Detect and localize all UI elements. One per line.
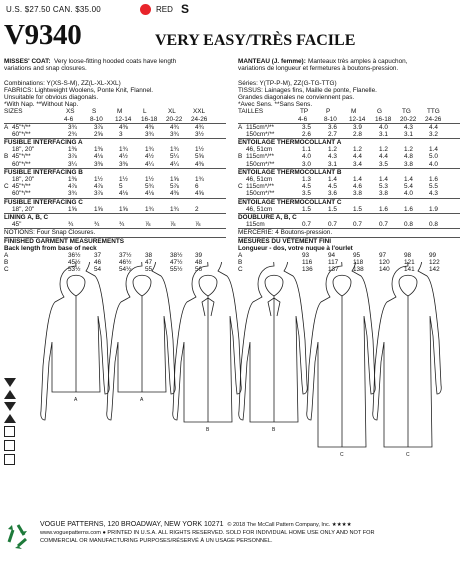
footer-usage: COMMERCIAL OR MANUFACTURING PURPOSES/RÉSERVÉ À UN USAGE PERSONNEL. — [40, 538, 273, 544]
measurement-value: 54½ — [119, 266, 132, 274]
back-length-heading: Back length from base of neck — [4, 244, 97, 252]
fabric-width: 115cm*/** — [246, 183, 274, 191]
measurement-value: 38 — [145, 251, 153, 259]
view-letter: C — [238, 183, 243, 191]
measurement-value: 38½ — [170, 251, 183, 259]
yardage-value: 3.9 — [353, 123, 362, 131]
yardage-value: 1¾ — [145, 146, 154, 154]
fabric-width: 45" — [12, 221, 22, 229]
yardage-value: 3⅜ — [119, 160, 128, 168]
sizes-label: TAILLES — [238, 108, 264, 116]
size-code: XXL — [193, 108, 206, 116]
yardage-value: 3.8 — [379, 190, 388, 198]
fabric-width: 18", 20" — [12, 176, 35, 183]
yardage-value: 4¾ — [170, 123, 179, 131]
footer-copyright: © 2018 The McCall Pattern Company, Inc. ★★★★ — [227, 522, 352, 528]
yardage-value: 3.8 — [404, 160, 413, 168]
yardage-value: 5¼ — [170, 153, 179, 161]
coat-description-2: variations de longueur et fermetures à boutons-pression. — [238, 65, 399, 73]
yardage-value: 4.5 — [302, 183, 311, 191]
yardage-value: 3.6 — [328, 123, 337, 131]
measurement-value: 93 — [302, 251, 310, 259]
yardage-value: 4.4 — [379, 153, 388, 161]
size-code: M — [117, 108, 123, 116]
yardage-value: 1.3 — [302, 176, 311, 183]
yardage-value: 3.1 — [328, 160, 337, 168]
measurement-value: 122 — [429, 259, 440, 267]
yardage-value: 1.5 — [328, 205, 337, 213]
combinations: Combinations: Y(XS-S-M), ZZ(L-XL-XXL) — [4, 79, 121, 87]
yardage-value: ⅞ — [195, 221, 201, 229]
size-range: 12-14 — [349, 115, 366, 123]
yardage-value: 4.5 — [328, 183, 337, 191]
yardage-value: 4½ — [119, 153, 128, 161]
yardage-value: 2.8 — [353, 130, 362, 138]
yardage-value: 1.6 — [429, 176, 438, 183]
yardage-value: 4¾ — [195, 123, 204, 131]
measurement-value: 121 — [404, 259, 415, 267]
yardage-value: 1.4 — [404, 176, 413, 183]
yardage-value: 4⅛ — [119, 190, 128, 198]
measurement-value: 142 — [429, 266, 440, 274]
notions: MERCERIE: 4 Boutons-pression. — [238, 229, 333, 237]
yardage-value: 3.2 — [429, 130, 438, 138]
measurement-value: 46½ — [119, 259, 132, 267]
yardage-value: 4¼ — [170, 160, 179, 168]
yardage-value: 2¾ — [68, 130, 77, 138]
size-code: XL — [168, 108, 176, 116]
measurement-value: 47½ — [170, 259, 183, 267]
color-label: RED — [156, 5, 173, 14]
yardage-value: 4⅜ — [170, 190, 179, 198]
size-code: XS — [66, 108, 75, 116]
yardage-value: 1.1 — [302, 146, 311, 154]
fabric-width: 60"*/** — [12, 130, 31, 138]
measurement-value: 53½ — [68, 266, 81, 274]
yardage-value: 3.4 — [353, 160, 362, 168]
fabric-width: 150cm*/** — [246, 190, 275, 198]
yardage-value: 1.2 — [328, 146, 337, 154]
yardage-value: 3⅞ — [68, 153, 77, 161]
yardage-value: ¾ — [68, 221, 74, 229]
yardage-value: 1.2 — [404, 146, 413, 154]
yardage-value: 3¼ — [68, 160, 77, 168]
size-range: 8-10 — [324, 115, 337, 123]
pattern-number: V9340 — [4, 19, 82, 51]
yardage-value: 3.1 — [404, 130, 413, 138]
yardage-value: 4⅜ — [119, 123, 128, 131]
size-range: 4-6 — [298, 115, 308, 123]
fabric-width: 115cm — [246, 221, 265, 229]
yardage-value: 0.7 — [328, 221, 337, 229]
size-range: 20-22 — [400, 115, 417, 123]
fabric-width: 150cm*/** — [246, 130, 275, 138]
measurement-value: 137 — [328, 266, 339, 274]
measurement-value: 140 — [379, 266, 390, 274]
measurement-value: 94 — [328, 251, 336, 259]
yardage-value: 0.8 — [404, 221, 413, 229]
yardage-value: 1¾ — [195, 176, 204, 183]
measurement-value: 97 — [379, 251, 387, 259]
view-label: A — [74, 397, 78, 403]
measurement-value: 55½ — [170, 266, 183, 274]
finished-heading: FINISHED GARMENT MEASUREMENTS — [4, 237, 125, 245]
view-label: C — [406, 452, 410, 458]
yardage-value: 5.4 — [404, 183, 413, 191]
fabric-width: 60"*/** — [12, 160, 31, 168]
notions: NOTIONS: Four Snap Closures. — [4, 229, 96, 237]
yardage-value: 3.6 — [328, 190, 337, 198]
yardage-value: 1.5 — [302, 205, 311, 213]
size-range: 24-26 — [191, 115, 208, 123]
yardage-value: 3.5 — [379, 160, 388, 168]
yardage-value: 1⅜ — [68, 176, 77, 183]
view-label: B — [206, 427, 210, 433]
yardage-value: 3¾ — [68, 123, 77, 131]
coat-title: MANTEAU (J. femme): — [238, 58, 306, 65]
coat-view-drawing — [307, 262, 376, 447]
size-range: 8-10 — [90, 115, 103, 123]
view-letter: C — [238, 266, 243, 274]
view-letter: B — [4, 153, 9, 161]
yardage-value: 5⅞ — [170, 183, 179, 191]
measurement-value: 36½ — [68, 251, 81, 259]
view-label: C — [340, 452, 344, 458]
measurement-value: 37½ — [119, 251, 132, 259]
coat-view-drawing — [173, 262, 242, 422]
fabric-width: 45"*/** — [12, 123, 31, 131]
combinations: Séries: Y(TP-P-M), ZZ(G-TG-TTG) — [238, 79, 337, 87]
measurement-value: 95 — [353, 251, 361, 259]
size-range: 24-26 — [425, 115, 442, 123]
nap-note: *Avec Sens. **Sans Sens. — [238, 101, 313, 109]
size-range: 20-22 — [166, 115, 183, 123]
yardage-value: 2⅝ — [94, 130, 103, 138]
fabric-width: 60"*/** — [12, 190, 31, 198]
footer-rights: www.voguepatterns.com ● PRINTED IN U.S.A. ALL RIGHTS RESERVED. SOLD FOR INDIVIDUAL HOME USE ONLY AND NOT FOR — [40, 530, 375, 536]
size-code: TG — [402, 108, 411, 116]
yardage-value: 4.3 — [404, 123, 413, 131]
fabrics: FABRICS: Lightweight Woolens, Ponte Knit, Flannel. — [4, 86, 154, 94]
yardage-value: 1⅜ — [94, 146, 103, 154]
yardage-value: 1.4 — [328, 176, 337, 183]
yardage-value: 1.4 — [353, 176, 362, 183]
fabric-width: 18", 20" — [12, 205, 35, 213]
yardage-value: 1.2 — [379, 146, 388, 154]
yardage-value: 1⅝ — [170, 176, 179, 183]
size-code: TTG — [427, 108, 440, 116]
yardage-value: 1¾ — [119, 146, 128, 154]
footer — [40, 521, 375, 545]
fabric-width: 150cm*/** — [246, 160, 275, 168]
measurement-value: 117 — [328, 259, 339, 267]
yardage-value: 4.3 — [328, 153, 337, 161]
coat-view-drawing — [239, 262, 308, 422]
garment-drawings — [36, 262, 456, 457]
yardage-value: 1.2 — [353, 146, 362, 154]
yardage-value: 6 — [195, 183, 199, 191]
size-range: 12-14 — [115, 115, 132, 123]
yardage-value: 1.6 — [404, 205, 413, 213]
measurement-value: 98 — [404, 251, 412, 259]
section-heading: FUSIBLE INTERFACING A — [4, 139, 83, 147]
measurement-value: 47 — [145, 259, 153, 267]
yardage-value: 4.3 — [429, 190, 438, 198]
yardage-value: 1.5 — [353, 205, 362, 213]
yardage-value: 1½ — [119, 176, 128, 183]
view-letter: A — [238, 123, 243, 131]
yardage-value: 4.8 — [404, 153, 413, 161]
yardage-value: 4.0 — [404, 190, 413, 198]
yardage-value: 1⅜ — [68, 146, 77, 154]
fabric-width: 115cm*/** — [246, 123, 274, 131]
fabrics-note: Unsuitable for obvious diagonals. — [4, 93, 99, 101]
fabric-width: 46, 51cm — [246, 176, 273, 183]
section-heading: FUSIBLE INTERFACING B — [4, 168, 83, 176]
coat-description-2: variations and snap closures. — [4, 65, 87, 73]
measurement-value: 39 — [195, 251, 203, 259]
yardage-value: 3.0 — [302, 160, 311, 168]
yardage-value: ¾ — [119, 221, 125, 229]
yardage-value: 2.7 — [328, 130, 337, 138]
fabric-width: 46, 51cm — [246, 205, 273, 213]
coat-view-drawing — [373, 262, 442, 447]
finished-heading: MESURES DU VÊTEMENT FINI — [238, 237, 332, 245]
yardage-value: 1.9 — [429, 205, 438, 213]
coat-description: Very loose-fitting hooded coats have length — [54, 58, 177, 65]
yardage-value: 4.4 — [353, 153, 362, 161]
view-letter: A — [4, 251, 9, 259]
view-letter: A — [4, 123, 9, 131]
yardage-value: 1⅝ — [119, 205, 128, 213]
yardage-value: 0.8 — [429, 221, 438, 229]
measurement-value: 138 — [353, 266, 364, 274]
price-line: U.S. $27.50 CAN. $35.00 — [6, 5, 101, 14]
measurement-value: 120 — [379, 259, 390, 267]
yardage-value: 3.8 — [353, 190, 362, 198]
coat-title: MISSES' COAT: — [4, 58, 51, 65]
yardage-value: 3½ — [195, 130, 204, 138]
yardage-value: 3⅜ — [94, 160, 103, 168]
section-heading: ENTOILAGE THERMOCOLLANT C — [238, 198, 342, 206]
yardage-value: 0.7 — [379, 221, 388, 229]
yardage-value: 4⅛ — [94, 153, 103, 161]
size-code: S — [92, 108, 97, 116]
yardage-value: 5 — [119, 183, 123, 191]
yardage-value: 1¾ — [170, 205, 179, 213]
yardage-value: 0.7 — [353, 221, 362, 229]
view-letter: C — [4, 183, 9, 191]
view-letter: B — [238, 153, 243, 161]
view-letter: C — [4, 266, 9, 274]
measurement-value: 99 — [429, 251, 437, 259]
yardage-value: 5⅝ — [195, 153, 204, 161]
yardage-value: 4.6 — [353, 183, 362, 191]
yardage-value: 1.4 — [379, 176, 388, 183]
yardage-value: 4⅜ — [145, 123, 154, 131]
yardage-value: 2 — [195, 205, 199, 213]
measurement-value: 116 — [302, 259, 313, 267]
fabric-width: 115cm*/** — [246, 153, 274, 161]
yardage-value: 4⅝ — [195, 190, 204, 198]
yardage-value: 1½ — [145, 176, 154, 183]
yardage-value: 4.0 — [379, 123, 388, 131]
coat-description: Manteaux très amples à capuchon, — [308, 58, 408, 65]
size-code: TP — [300, 108, 309, 116]
section-heading: ENTOILAGE THERMOCOLLANT A — [238, 139, 342, 147]
size-code: M — [351, 108, 357, 116]
sizes-label: SIZES — [4, 108, 23, 116]
yardage-value: 4⅞ — [68, 183, 77, 191]
size-code: P — [326, 108, 331, 116]
fabrics: TISSUS: Lainages fins, Maille de ponte, Flanelle. — [238, 86, 377, 94]
view-label: B — [272, 427, 276, 433]
measurement-value: 56 — [195, 266, 203, 274]
nap-note: *With Nap. **Without Nap. — [4, 101, 79, 109]
yardage-value: 4.0 — [302, 153, 311, 161]
size-range: 16-18 — [375, 115, 392, 123]
yardage-value: 5.3 — [379, 183, 388, 191]
measurement-value: 118 — [353, 259, 364, 267]
yardage-value: 4½ — [145, 153, 154, 161]
yardage-value: ¾ — [94, 221, 100, 229]
yardage-value: 4⅞ — [94, 183, 103, 191]
section-heading: LINING A, B, C — [4, 213, 49, 221]
yardage-value: 4⅜ — [195, 160, 204, 168]
yardage-value: ⅞ — [145, 221, 151, 229]
view-label: A — [140, 397, 144, 403]
fabric-width: 18", 20" — [12, 146, 35, 154]
yardage-value: 2.6 — [302, 130, 311, 138]
measurement-value: 48 — [195, 259, 203, 267]
size-code: L — [143, 108, 147, 116]
yardage-value: 1⅝ — [94, 205, 103, 213]
view-letter: B — [238, 259, 243, 267]
view-letter: A — [238, 251, 243, 259]
recycle-icon — [4, 522, 32, 550]
yardage-value: ⅞ — [170, 221, 176, 229]
yardage-value: 3.5 — [302, 190, 311, 198]
section-heading: DOUBLURE A, B, C — [238, 213, 297, 221]
yardage-value: 1¾ — [145, 205, 154, 213]
yardage-value: 3¾ — [68, 190, 77, 198]
back-length-heading: Longueur - dos, votre nuque à l'ourlet — [238, 244, 353, 252]
footer-address: VOGUE PATTERNS, 120 BROADWAY, NEW YORK 10271 — [40, 521, 224, 528]
yardage-value: 1¾ — [170, 146, 179, 154]
measurement-value: 55 — [145, 266, 153, 274]
yardage-value: 4.0 — [429, 160, 438, 168]
yardage-value: 4⅛ — [145, 190, 154, 198]
measurement-value: 46 — [94, 259, 102, 267]
fabric-width: 46, 51cm — [246, 146, 273, 154]
yardage-value: 5.5 — [429, 183, 438, 191]
size-code: G — [377, 108, 382, 116]
yardage-value: 5.0 — [429, 153, 438, 161]
yardage-value: 1½ — [195, 146, 204, 154]
yardage-value: 3 — [119, 130, 123, 138]
yardage-value: 0.7 — [302, 221, 311, 229]
measurement-value: 37 — [94, 251, 102, 259]
yardage-value: 3.1 — [379, 130, 388, 138]
fabric-width: 45"*/** — [12, 153, 31, 161]
measurement-value: 54 — [94, 266, 102, 274]
size-range: 16-18 — [141, 115, 158, 123]
yardage-value: 4.4 — [429, 123, 438, 131]
yardage-value: 4¼ — [145, 160, 154, 168]
size-range: 4-6 — [64, 115, 74, 123]
yardage-value: 1.6 — [379, 205, 388, 213]
measurement-value: 45½ — [68, 259, 81, 267]
yardage-value: 1.4 — [429, 146, 438, 154]
view-letter: B — [4, 259, 9, 267]
section-heading: ENTOILAGE THERMOCOLLANT B — [238, 168, 342, 176]
fabric-width: 45"*/** — [12, 183, 31, 191]
size-label: S — [181, 2, 190, 16]
difficulty-label: VERY EASY/TRÈS FACILE — [155, 32, 356, 49]
yardage-value: 3¾ — [145, 130, 154, 138]
yardage-value: 5¾ — [145, 183, 154, 191]
yardage-value: 3⅞ — [94, 190, 103, 198]
measurement-value: 141 — [404, 266, 415, 274]
measurement-value: 136 — [302, 266, 313, 274]
yardage-value: 3¾ — [170, 130, 179, 138]
yardage-value: 3⅞ — [94, 123, 103, 131]
fabrics-note: Grandes diagonales ne conviennent pas. — [238, 93, 355, 101]
yardage-value: 1⅝ — [68, 205, 77, 213]
yardage-value: 3.5 — [302, 123, 311, 131]
section-heading: FUSIBLE INTERFACING C — [4, 198, 83, 206]
yardage-value: 1½ — [94, 176, 103, 183]
